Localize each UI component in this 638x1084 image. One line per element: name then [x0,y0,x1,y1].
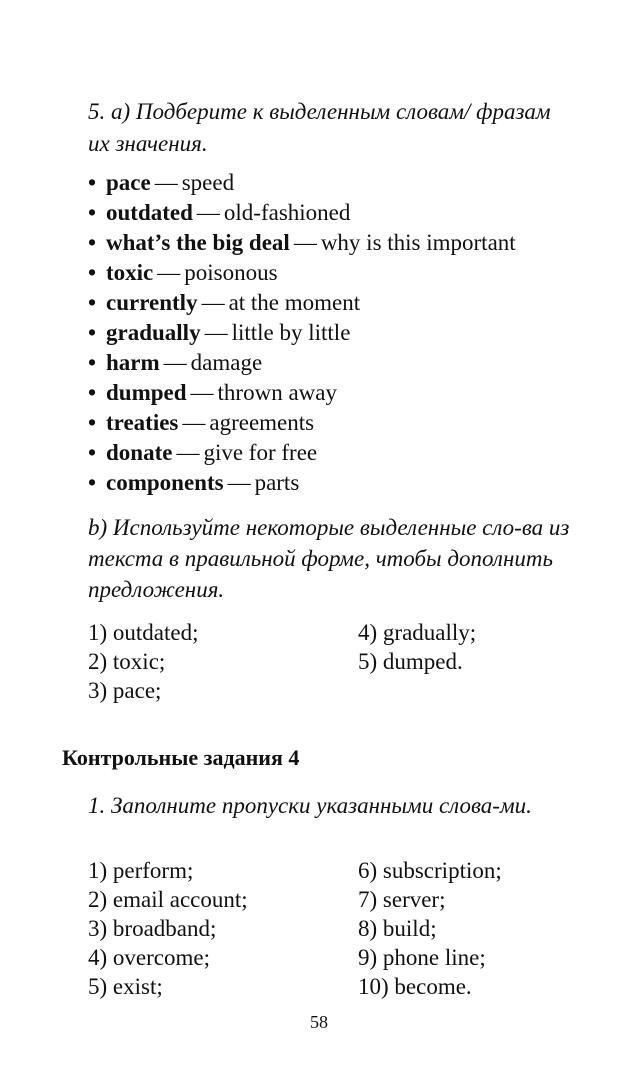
vocab-term: components [106,470,224,495]
list-item [88,258,608,288]
dash-separator: — [182,410,206,435]
answer-item [358,676,588,705]
vocab-meaning: damage [190,350,263,375]
answer-item: 3) pace; [88,678,162,703]
answer-item: 3) broadband; [88,916,217,941]
vocab-meaning: speed [181,170,235,195]
vocab-term: pace [106,170,151,195]
vocab-term: treaties [106,410,179,435]
bullet-icon: • [88,200,97,225]
vocab-meaning: poisonous [184,260,278,285]
vocab-meaning: give for free [203,440,318,465]
answer-item: 10) become. [358,974,472,999]
exercise-1-answers [88,856,588,1001]
list-item [88,378,608,408]
bullet-icon: • [88,320,97,345]
list-item [88,408,608,438]
dash-separator: — [163,350,187,375]
answer-item: 2) email account; [88,887,248,912]
bullet-icon: • [88,350,97,375]
section-title: Контрольные задания 4 [62,745,300,770]
answer-item: 2) toxic; [88,649,166,674]
vocab-meaning: old-fashioned [223,200,351,225]
dash-separator: — [227,470,251,495]
list-item [88,318,608,348]
dash-separator: — [201,290,225,315]
bullet-icon: • [88,410,97,435]
bullet-icon: • [88,380,97,405]
list-item [88,468,608,498]
list-item [88,198,608,228]
answer-item: 8) build; [358,916,437,941]
bullet-icon: • [88,170,97,195]
answer-item: 1) perform; [88,858,194,883]
answer-item: 4) gradually; [358,620,477,645]
list-item [88,438,608,468]
answer-item: 1) outdated; [88,620,199,645]
dash-separator: — [157,260,181,285]
dash-separator: — [196,200,220,225]
list-item [88,228,608,258]
bullet-icon: • [88,230,97,255]
exercise-5b-answers [88,618,588,705]
vocab-term: harm [106,350,160,375]
list-item [88,348,608,378]
vocab-term: donate [106,440,173,465]
list-item [88,288,608,318]
answer-item: 9) phone line; [358,945,486,970]
vocab-meaning: little by little [231,320,351,345]
bullet-icon: • [88,290,97,315]
vocab-meaning: agreements [209,410,315,435]
answer-item: 5) dumped. [358,649,463,674]
bullet-icon: • [88,260,97,285]
vocab-term: outdated [106,200,193,225]
bullet-icon: • [88,440,97,465]
vocab-term: dumped [106,380,187,405]
vocab-term: currently [106,290,198,315]
vocab-term: gradually [106,320,201,345]
list-item [88,168,608,198]
answer-item: 7) server; [358,887,446,912]
exercise-5b-instruction: b) Используйте некоторые выделенные сло-ва из текста в правильной форме, чтобы дополнить предложения. [88,515,570,602]
exercise-1-instruction: 1. Заполните пропуски указанными слова-ми. [88,793,532,818]
vocab-meaning: parts [254,470,300,495]
answer-item: 4) overcome; [88,945,210,970]
dash-separator: — [154,170,178,195]
vocab-meaning: thrown away [217,380,337,405]
dash-separator: — [293,230,317,255]
dash-separator: — [190,380,214,405]
vocab-term: toxic [106,260,154,285]
vocab-meaning: why is this important [320,230,516,255]
bullet-icon: • [88,470,97,495]
vocab-term: what’s the big deal [106,230,290,255]
exercise-5a-heading: 5. а) Подберите к выделенным словам/ фразам их значения. [88,99,551,156]
page-number: 58 [310,1012,328,1032]
vocab-meaning: at the moment [228,290,361,315]
dash-separator: — [176,440,200,465]
vocabulary-list [88,168,608,498]
answer-item: 6) subscription; [358,858,502,883]
dash-separator: — [204,320,228,345]
answer-item: 5) exist; [88,974,163,999]
